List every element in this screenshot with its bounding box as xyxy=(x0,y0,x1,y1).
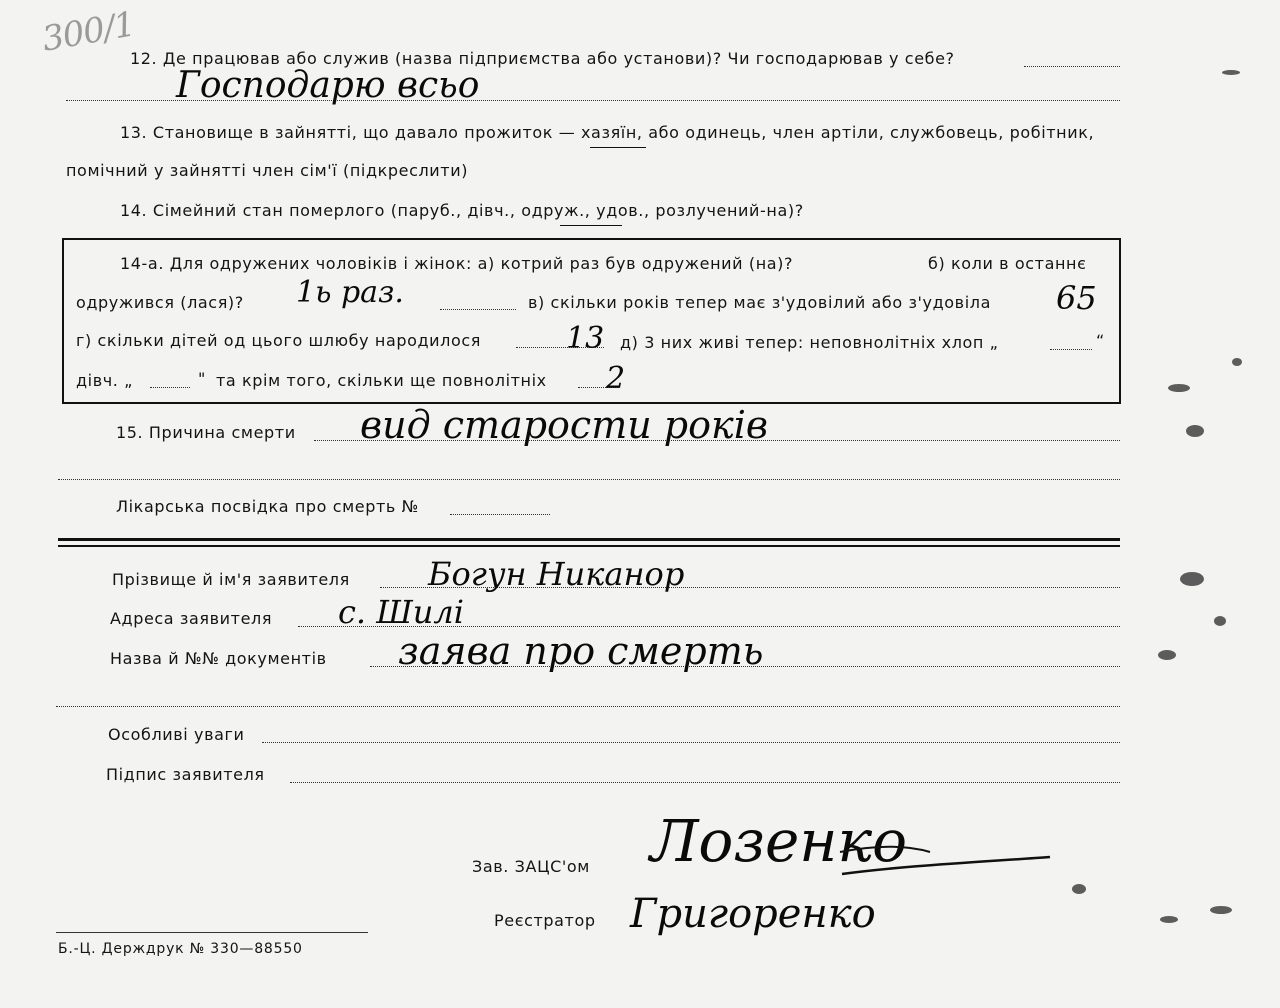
stain-mark xyxy=(1180,572,1204,586)
documents-value: заява про смерть xyxy=(398,629,764,673)
question-13-line-2: помічний у зайнятті член сім'ї (підкреслити) xyxy=(66,161,469,180)
applicant-signature-dots xyxy=(290,782,1120,783)
registrar-signature: Григоренко xyxy=(630,891,876,937)
medical-certificate-label: Лікарська посвідка про смерть № xyxy=(116,497,419,516)
question-15-label: 15. Причина смерти xyxy=(116,423,296,442)
head-of-registry-label: Зав. ЗАЦС'ом xyxy=(472,857,590,876)
special-notes-dots xyxy=(262,742,1120,743)
question-12-label: 12. Де працював або служив (назва підприємства або установи)? Чи господарював у себе? xyxy=(130,49,955,68)
question-14a-line-3: г) скільки дітей од цього шлюбу народилося xyxy=(76,331,481,350)
applicant-address-label: Адреса заявителя xyxy=(110,609,273,628)
answer-adult-children: 2 xyxy=(606,361,626,396)
question-14a-line-2-dots xyxy=(440,309,516,310)
question-14-label: 14. Сімейний стан померлого (паруб., дівч., одруж., удов., розлучений-на)? xyxy=(120,201,804,220)
question-15-answer: вид старости років xyxy=(360,403,768,447)
printer-imprint: Б.-Ц. Держдрук № 330—88550 xyxy=(58,941,303,957)
answer-years-widowed: 65 xyxy=(1056,279,1097,317)
underline-owner xyxy=(590,147,646,148)
stain-mark xyxy=(1186,425,1204,437)
question-14a-boys-dots xyxy=(1050,349,1092,350)
question-14a-line-4-mid: та крім того, скільки ще повнолітніх xyxy=(216,371,547,390)
medical-certificate-dots xyxy=(450,514,550,515)
separator-rule-bottom xyxy=(58,545,1120,547)
printer-rule xyxy=(56,932,368,933)
answer-children-born: 13 xyxy=(566,321,605,356)
applicant-address-value: с. Шилі xyxy=(338,593,464,631)
question-14a-line-1: 14-а. Для одружених чоловіків і жінок: а) котрий раз був одружений (на)? xyxy=(120,254,794,273)
question-14a-girls-dots xyxy=(150,387,190,388)
applicant-name-label: Прізвище й ім'я заявителя xyxy=(112,570,350,589)
applicant-name-value: Богун Никанор xyxy=(428,555,685,593)
stain-mark xyxy=(1210,906,1232,914)
question-14a-line-3-right: д) 3 них живі тепер: неповнолітніх хлоп „ xyxy=(620,333,999,352)
question-14a-line-4-quote: " xyxy=(198,369,206,388)
question-12-dots xyxy=(1024,66,1120,67)
corner-archive-note: 300/1 xyxy=(39,4,138,60)
stain-mark xyxy=(1214,616,1226,626)
stain-mark xyxy=(1160,916,1178,923)
stain-mark xyxy=(1072,884,1086,894)
head-of-registry-signature: Лозенко xyxy=(650,807,908,875)
stain-mark xyxy=(1168,384,1190,392)
applicant-signature-label: Підпис заявителя xyxy=(106,765,265,784)
question-14a-line-2-right: в) скільки років тепер має з'удовілий або з'удовіла xyxy=(528,293,991,312)
question-14a-line-1-right: б) коли в останнє xyxy=(928,254,1087,273)
underline-married xyxy=(560,225,622,226)
question-15-continuation-line xyxy=(58,479,1120,480)
question-14a-line-2: одружився (лася)? xyxy=(76,293,244,312)
documents-continuation-line xyxy=(56,706,1120,707)
separator-rule-top xyxy=(58,538,1120,541)
stain-mark xyxy=(1222,70,1240,75)
question-14a-line-4: дівч. „ xyxy=(76,371,134,390)
answer-marriage-count: 1ь раз. xyxy=(296,275,404,310)
stain-mark xyxy=(1158,650,1176,660)
question-12-answer: Господарю всьо xyxy=(176,65,480,106)
question-13-line-1: 13. Становище в зайнятті, що давало прожиток — хазяїн, або одинець, член артіли, службовець, робітник, xyxy=(120,123,1095,142)
stain-mark xyxy=(1232,358,1242,366)
special-notes-label: Особливі уваги xyxy=(108,725,245,744)
documents-label: Назва й №№ документів xyxy=(110,649,327,668)
registrar-label: Реєстратор xyxy=(494,911,596,930)
question-14a-line-3-quote: “ xyxy=(1096,331,1105,350)
